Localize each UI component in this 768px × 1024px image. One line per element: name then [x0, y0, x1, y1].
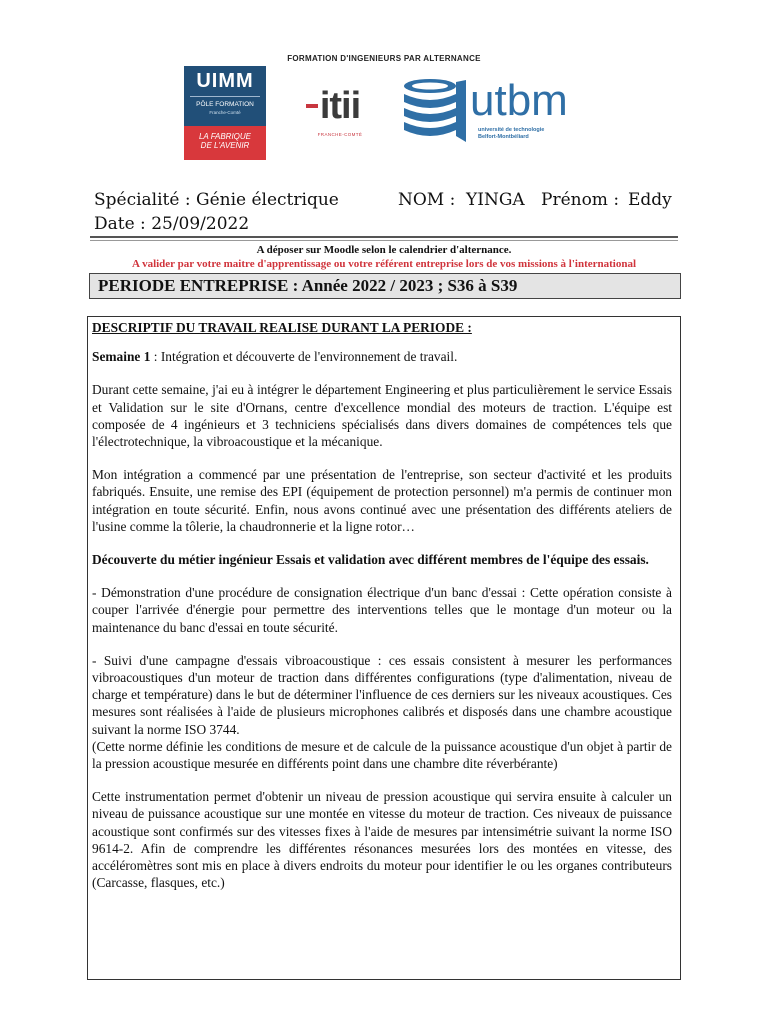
uimm-logo-tagline	[184, 132, 266, 150]
utbm-logo-icon	[400, 76, 468, 152]
valider-notice: A valider par votre maitre d'apprentissage ou votre référent entreprise lors de vos missions à l'international	[131, 258, 637, 270]
utbm-logo-name: utbm	[470, 76, 568, 125]
content-title: DESCRIPTIF DU TRAVAIL REALISE DURANT LA PERIODE :	[92, 320, 472, 335]
nom-value: YINGA	[466, 190, 525, 210]
utbm-logo-sub-1: université de technologie	[478, 127, 545, 133]
section-subtitle: Découverte du métier ingénieur Essais et validation avec différent membres de l'équipe des essais.	[92, 552, 649, 568]
uimm-logo-tagline-2: DE L'AVENIR	[200, 141, 250, 150]
paragraph-4: - Suivi d'une campagne d'essais vibroacoustique : ces essais consistent à mesurer les performances vibroacoustiques d'un moteur de traction dans différentes configurations (type d'alimentation, niveau de charge et température) dans le but de déterminer l'influence de ces derniers sur les niveaux acoustiques. Ces mesures sont réalisées à l'aide de plusieurs microphones calibrés et disposés dans une chambre acoustique suivant la norme ISO 3744.	[92, 652, 672, 737]
paragraph-4b: (Cette norme définie les conditions de mesure et de calcule de la puissance acoustique d'un objet à partir de la pression acoustique mesurée en différents point dans une chambre dite réverbérante)	[92, 738, 672, 772]
date-field: Date : 25/09/2022	[94, 214, 250, 234]
uimm-logo-region: Franche-Comté	[209, 110, 241, 115]
uimm-logo-name: UIMM	[196, 70, 254, 92]
paragraph-5: Cette instrumentation permet d'obtenir un niveau de pression acoustique qui servira ensuite à calculer un niveau de puissance acoustique sur une montée en vitesse du moteur de traction. Ces niveaux de puissance acoustique sont confirmés sur des vitesses fixes à l'aide de mesures par intensimétrie suivant la norme ISO 9614-2. Afin de comprendre les différentes résonances mesurées lors des montées en vitesse, des accéléromètres sont mis en place à divers endroits du moteur pour identifier le ou les organes contributeurs (Carcasse, flasques, etc.)	[92, 789, 672, 891]
semaine-line	[92, 348, 672, 365]
itii-logo-region: FRANCHE-COMTÉ	[317, 132, 363, 137]
paragraph-1: Durant cette semaine, j'ai eu à intégrer le département Engineering et plus particulièrement le service Essais et Validation sur le site d'Ornans, centre d'excellence mondial des moteurs de traction. L'équipe est composée de 4 ingénieurs et 3 techniciens spécialisés dans divers domaines de compétences tels que l'électrotechnique, la vibroacoustique et la mécanique.	[92, 382, 672, 450]
itii-logo-accent	[306, 104, 318, 108]
prenom-label: Prénom :	[541, 190, 620, 210]
content-body	[92, 319, 672, 907]
deposer-notice: A déposer sur Moodle selon le calendrier d'alternance.	[256, 244, 512, 256]
paragraph-3: - Démonstration d'une procédure de consignation électrique d'un banc d'essai : Cette opération consiste à couper l'arrivée d'énergie pour permettre des interventions telles que le montage d'un moteur ou la maintenance du banc d'essai en toute sécurité.	[92, 585, 672, 635]
semaine-label: Semaine 1	[92, 349, 151, 365]
semaine-text: : Intégration et découverte de l'environnement de travail.	[150, 349, 458, 365]
itii-logo-name: itii	[319, 85, 361, 127]
utbm-logo-subtitle	[478, 127, 598, 141]
prenom-value: Eddy	[628, 190, 672, 210]
uimm-logo	[184, 66, 266, 160]
formation-header: FORMATION D'INGENIEURS PAR ALTERNANCE	[287, 54, 481, 63]
specialite-field: Spécialité : Génie électrique	[94, 190, 339, 210]
uimm-logo-pole: PÔLE FORMATION	[196, 101, 254, 108]
itii-logo	[300, 86, 380, 142]
header-rule-thin	[90, 240, 678, 241]
periode-title: PERIODE ENTREPRISE : Année 2022 / 2023 ; S36 à S39	[98, 276, 518, 295]
paragraph-2: Mon intégration a commencé par une présentation de l'entreprise, son secteur d'activité et les produits fabriqués. Ensuite, une remise des EPI (équipement de protection personnel) m'a permis de continuer mon intégration en toute sécurité. Enfin, nous avons continué avec une présentation des différents ateliers de l'usine comme la tôlerie, la chaudronnerie et la ligne rotor…	[92, 467, 672, 534]
uimm-logo-rule	[190, 96, 260, 97]
nom-label: NOM :	[398, 190, 456, 210]
utbm-logo-sub-2: Belfort-Montbéliard	[478, 134, 529, 140]
uimm-logo-tagline-1: LA FABRIQUE	[198, 132, 251, 141]
header-rule	[90, 236, 678, 238]
periode-banner	[89, 273, 681, 299]
